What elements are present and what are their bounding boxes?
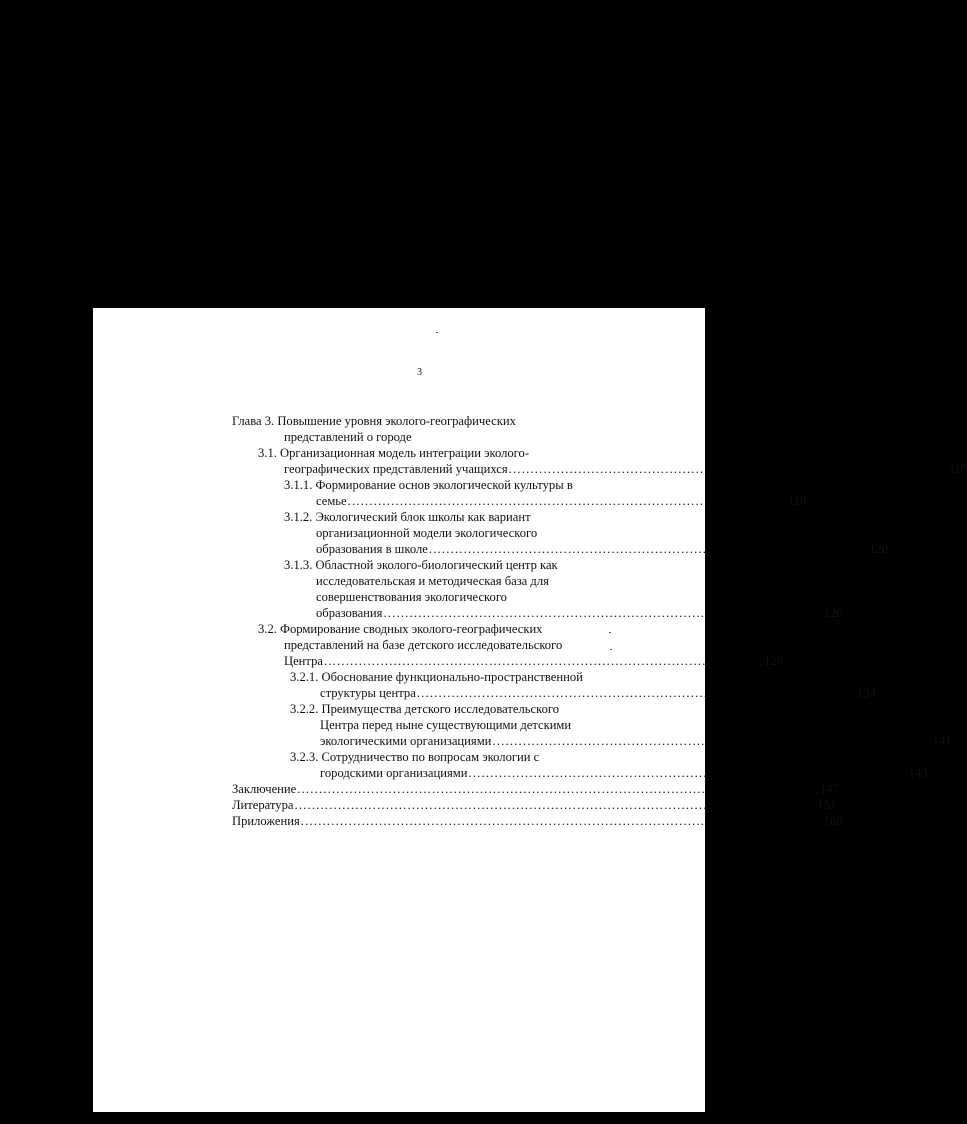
toc-page-number: 147	[820, 782, 839, 796]
toc-section-3-1-1-title: 3.1.1. Формирование основ экологической культуры в	[284, 478, 573, 492]
toc-page-number: 120	[869, 542, 888, 556]
toc-entry-3-2	[284, 653, 784, 669]
toc-section-3-2-title-cont: представлений на базе детского исследовательского	[284, 638, 563, 652]
toc-entry-3-1-1	[316, 493, 807, 509]
toc-page-number: 128	[764, 654, 784, 668]
toc-section-3-1-title: 3.1. Организационная модель интеграции эколого-	[258, 446, 530, 460]
toc-section-3-2-title: 3.2. Формирование сводных эколого-географических	[258, 622, 543, 636]
toc-entry-3-1-2	[316, 541, 888, 557]
toc-entry-3-1-3	[316, 605, 843, 621]
toc-entry-text: семье	[316, 494, 347, 508]
toc-entry-3-2-2	[320, 733, 952, 749]
toc-section-3-1-3-title-cont: совершенствования экологического	[316, 590, 507, 604]
dot-leader: .....................................................................................................	[508, 462, 948, 476]
toc-entry-appendices	[232, 813, 843, 829]
toc-section-3-1-3-title-cont: исследовательская и методическая база для	[316, 574, 549, 588]
toc-section-3-1-2-title-cont: организационной модели экологического	[316, 526, 538, 540]
toc-section-3-1-3-title: 3.1.3. Областной эколого-биологический центр как	[284, 558, 558, 572]
toc-page-number: 134	[857, 686, 876, 700]
toc-entry-text: Приложения	[232, 814, 300, 828]
toc-section-3-2-3-title: 3.2.3. Сотрудничество по вопросам экологии с	[290, 750, 540, 764]
toc-page-number: 126	[823, 606, 843, 620]
toc-entry-text: структуры центра	[320, 686, 416, 700]
toc-entry-text: Литература	[232, 798, 294, 812]
toc-entry-3-2-1	[320, 685, 876, 701]
toc-section-3-2-2-title: 3.2.2. Преимущества детского исследовательского	[290, 702, 560, 716]
dot-leader: .....................................................................................................	[347, 494, 787, 508]
dot-leader: .....................................................................................................	[492, 734, 932, 748]
toc-entry-text: Заключение	[232, 782, 297, 796]
toc-entry-text: географических представлений учащихся	[284, 462, 508, 476]
dot-leader: ........................................................................................................................	[297, 782, 820, 796]
dot-leader: .....................................................................................................	[416, 686, 856, 700]
toc-entry-conclusion	[232, 781, 839, 797]
toc-page-number: 151	[817, 798, 837, 812]
toc-entry-3-2-3	[320, 765, 928, 781]
toc-page-number: 141	[932, 734, 952, 748]
toc-entry-text: образования	[316, 606, 383, 620]
toc-chapter-3-title-cont: представлений о городе	[284, 430, 412, 444]
toc-entry-text: экологическими организациями	[320, 734, 492, 748]
toc-entry-text: городскими организациями	[320, 766, 468, 780]
page-number: 3	[417, 367, 422, 378]
toc-section-3-1-2-title: 3.1.2. Экологический блок школы как вариант	[284, 510, 531, 524]
toc-entry-text: Центра	[284, 654, 323, 668]
toc-entry-text: образования в школе	[316, 542, 428, 556]
dot-leader: ........................................................................................................................	[300, 814, 823, 828]
toc-chapter-3-title: Глава 3. Повышение уровня эколого-географических	[232, 414, 516, 428]
toc-section-3-2-2-title-cont: Центра перед ныне существующими детскими	[320, 718, 572, 732]
dot-leader: .....................................................................................................	[468, 766, 908, 780]
dot-leader: .....................................................................................................	[428, 542, 869, 556]
dot-leader: .....................................................................................................	[323, 654, 764, 668]
dot-leader: ........................................................................................................................	[294, 798, 817, 812]
toc-section-3-2-1-title: 3.2.1. Обоснование функционально-пространственной	[290, 670, 583, 684]
toc-entry-3-1	[284, 461, 967, 477]
toc-page-number: 118	[787, 494, 807, 508]
dot-leader: .....................................................................................................	[383, 606, 823, 620]
toc-page-number: 118	[948, 462, 967, 476]
toc-page-number: 160	[823, 814, 843, 828]
toc-entry-literature	[232, 797, 837, 813]
toc-page-number: 143	[908, 766, 928, 780]
